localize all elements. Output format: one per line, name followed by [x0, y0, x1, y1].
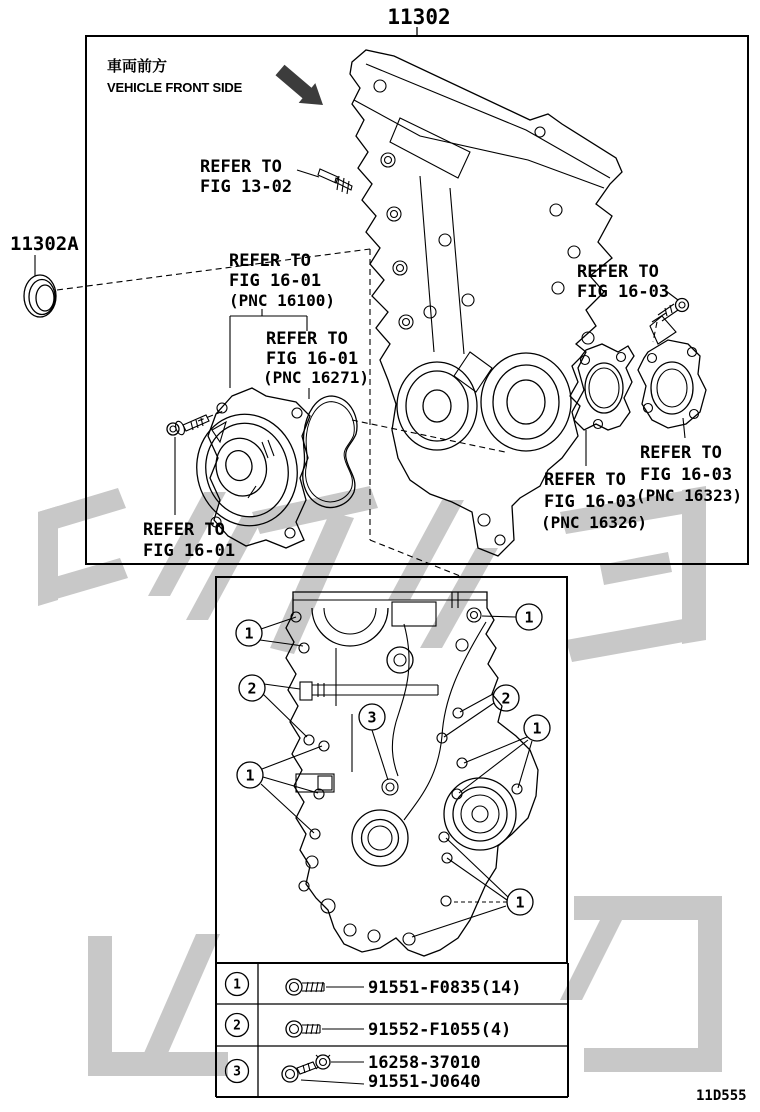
callout-number: 1 — [524, 608, 534, 627]
callout-number: 1 — [515, 893, 525, 912]
ref-label-line: FIG 16-01 — [229, 271, 322, 291]
vehicle-front-label-en: VEHICLE FRONT SIDE — [107, 80, 243, 95]
ref-label-line: (PNC 16326) — [541, 513, 647, 532]
vehicle-front-arrow-icon — [276, 65, 324, 105]
timing-cover-front-view — [286, 592, 538, 956]
ref-label-fig-16-01-water-pump — [143, 520, 235, 561]
part-number: 91552-F1055(4) — [368, 1020, 512, 1040]
oil-seal-part-number: 11302A — [10, 233, 79, 255]
part-number: 91551-J0640 — [368, 1072, 481, 1092]
ref-label-line: FIG 16-03 — [577, 282, 670, 302]
bolt-icon — [286, 979, 324, 995]
ref-label-line: (PNC 16100) — [229, 291, 335, 310]
ref-label-line: REFER TO — [266, 329, 348, 349]
stud-bolt-13-02 — [318, 169, 352, 194]
callout-number: 1 — [244, 624, 254, 643]
bolt-icon — [286, 1021, 320, 1037]
ref-label-line: FIG 16-03 — [544, 492, 637, 512]
ref-label-fig-16-03-bolt — [577, 262, 669, 302]
vehicle-front-side-note — [107, 57, 323, 105]
callout-number: 3 — [367, 708, 377, 727]
callout-number: 1 — [532, 719, 542, 738]
ref-label-line: (PNC 16271) — [263, 368, 369, 387]
nut-icon — [316, 1055, 330, 1069]
bolt-icon — [282, 1062, 316, 1082]
table-row-2 — [226, 1014, 512, 1041]
ref-label-line: FIG 13-02 — [200, 177, 293, 197]
ref-label-line: REFER TO — [143, 520, 225, 540]
doc-code: 11D555 — [696, 1088, 747, 1104]
seal-construction-line — [57, 249, 370, 290]
ref-label-fig-16-03-pnc-16323 — [636, 443, 742, 505]
ref-label-line: FIG 16-03 — [640, 465, 733, 485]
callout-number: 1 — [245, 766, 255, 785]
figure-number-title: 11302 — [387, 5, 451, 29]
callout-1-bottom-left — [237, 741, 329, 839]
callout-number: 2 — [501, 689, 511, 708]
bolt-location-panel-border — [216, 577, 567, 963]
table-row-1 — [226, 973, 522, 999]
vehicle-front-label-jp: 車両前方 — [107, 58, 168, 75]
inlet-leader-line — [683, 418, 685, 438]
ref-label-line: (PNC 16323) — [636, 486, 742, 505]
ref-label-line: REFER TO — [229, 251, 311, 271]
ref-label-line: REFER TO — [640, 443, 722, 463]
callout-2-right — [437, 685, 519, 743]
callout-number: 2 — [247, 679, 257, 698]
ref-label-line: REFER TO — [577, 262, 659, 282]
table-callout-number: 3 — [233, 1064, 241, 1080]
part-number: 91551-F0835(14) — [368, 978, 522, 998]
table-callout-number: 1 — [233, 977, 241, 993]
water-inlet-gasket-drawing — [570, 344, 634, 466]
fasteners-table — [216, 963, 568, 1097]
ref-label-line: FIG 16-01 — [266, 349, 359, 369]
ref-label-fig-13-02 — [200, 157, 319, 197]
ref-label-line: FIG 16-01 — [143, 541, 236, 561]
table-row-3 — [226, 1053, 481, 1092]
table-callout-number: 2 — [233, 1018, 241, 1034]
ref-label-line: REFER TO — [544, 470, 626, 490]
callout-1-top-right — [467, 604, 542, 630]
water-inlet-drawing — [638, 313, 706, 438]
callout-1-right-middle — [452, 715, 550, 799]
callout-1-bottom-right — [403, 832, 533, 945]
ref-label-fig-16-03-pnc-16326 — [541, 470, 647, 532]
callout-2-left — [239, 675, 314, 745]
ref-label-line: REFER TO — [200, 157, 282, 177]
part-number: 16258-37010 — [368, 1053, 481, 1073]
ref-label-fig-16-01-pnc-16271 — [263, 329, 369, 399]
